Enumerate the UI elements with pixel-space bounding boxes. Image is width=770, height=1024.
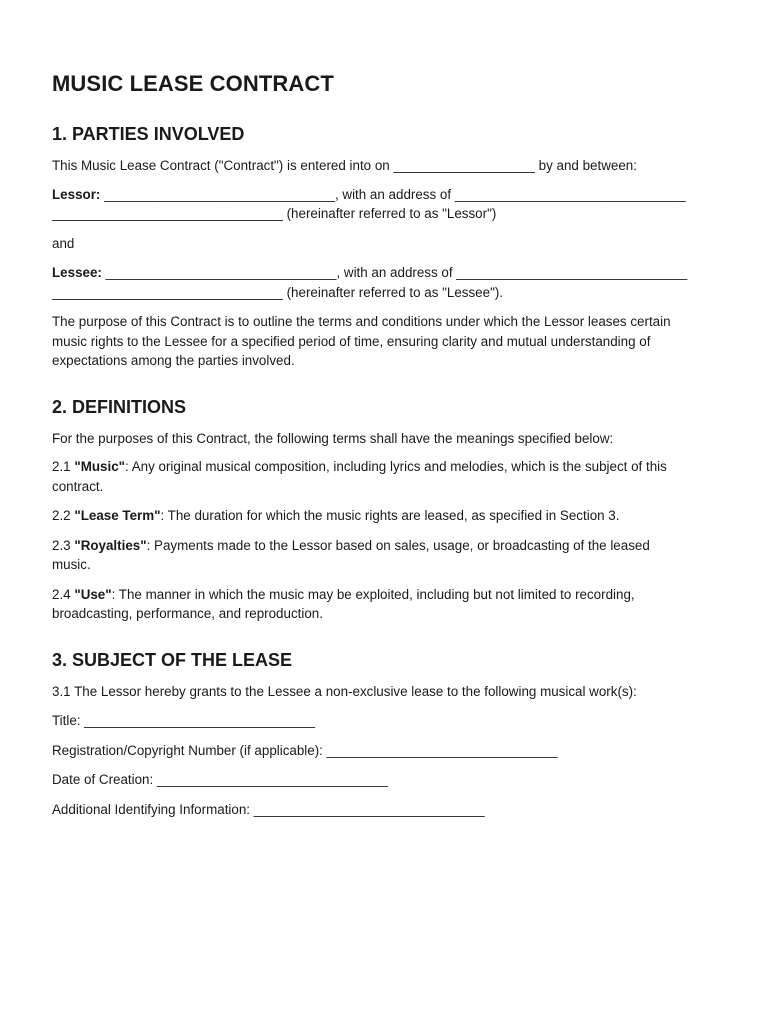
section-heading-subject: 3. SUBJECT OF THE LEASE	[52, 649, 293, 670]
definition-term: "Music"	[74, 459, 125, 474]
lessee-label: Lessee:	[52, 265, 102, 280]
purpose-paragraph: The purpose of this Contract is to outline the terms and conditions under which the Lessor leases certain music rights to the Lessee for a specified period of time, ensuring clarity and mutual understanding of expectations among the parties involved.	[52, 314, 671, 368]
lessor-text: _______________________________, with an address of _______________________________ _______________________________ (hereinafter referred to as "Lessor")	[52, 186, 686, 221]
section-heading-parties: 1. PARTIES INVOLVED	[52, 124, 245, 144]
lessor-label: Lessor:	[52, 186, 101, 202]
definition-text: : The duration for which the music rights are leased, as specified in Section 3.	[160, 508, 620, 523]
field-additional-info: Additional Identifying Information: _______________________________	[52, 801, 485, 817]
and-text: and	[52, 235, 75, 251]
definition-text: : The manner in which the music may be exploited, including but not limited to recording, broadcasting, performance, and reproduction.	[52, 586, 635, 621]
field-title: Title: _______________________________	[52, 713, 316, 728]
definition-number: 2.1	[52, 459, 75, 474]
definition-term: "Use"	[74, 586, 112, 602]
document-title: MUSIC LEASE CONTRACT	[52, 71, 334, 96]
lessee-text: _______________________________, with an address of _______________________________ _______________________________ (hereinafter referred to as "Lessee").	[52, 265, 688, 300]
definition-item	[52, 536, 692, 575]
definitions-intro: For the purposes of this Contract, the following terms shall have the meanings specified below:	[52, 430, 614, 446]
definition-item	[52, 457, 692, 496]
parties-intro: This Music Lease Contract ("Contract") is entered into on ___________________ by and between:	[52, 158, 637, 173]
subject-intro: 3.1 The Lessor hereby grants to the Lessee a non-exclusive lease to the following musical work(s):	[52, 683, 637, 699]
definition-number: 2.4	[52, 586, 75, 602]
field-registration-number: Registration/Copyright Number (if applicable): _______________________________	[52, 742, 558, 758]
lessee-paragraph	[52, 263, 692, 302]
lessor-paragraph	[52, 185, 692, 224]
definition-text: : Payments made to the Lessor based on sales, usage, or broadcasting of the leased music.	[52, 537, 650, 572]
field-date-of-creation: Date of Creation: _______________________________	[52, 772, 388, 787]
definition-text: : Any original musical composition, including lyrics and melodies, which is the subject of this contract.	[52, 459, 667, 494]
contract-page	[52, 60, 692, 819]
definition-item	[52, 506, 692, 526]
definition-term: "Royalties"	[74, 537, 147, 553]
section-heading-definitions: 2. DEFINITIONS	[52, 396, 187, 417]
definition-item	[52, 585, 692, 624]
definition-term: "Lease Term"	[74, 508, 161, 523]
definition-number: 2.2	[52, 508, 75, 523]
definition-number: 2.3	[52, 537, 75, 553]
